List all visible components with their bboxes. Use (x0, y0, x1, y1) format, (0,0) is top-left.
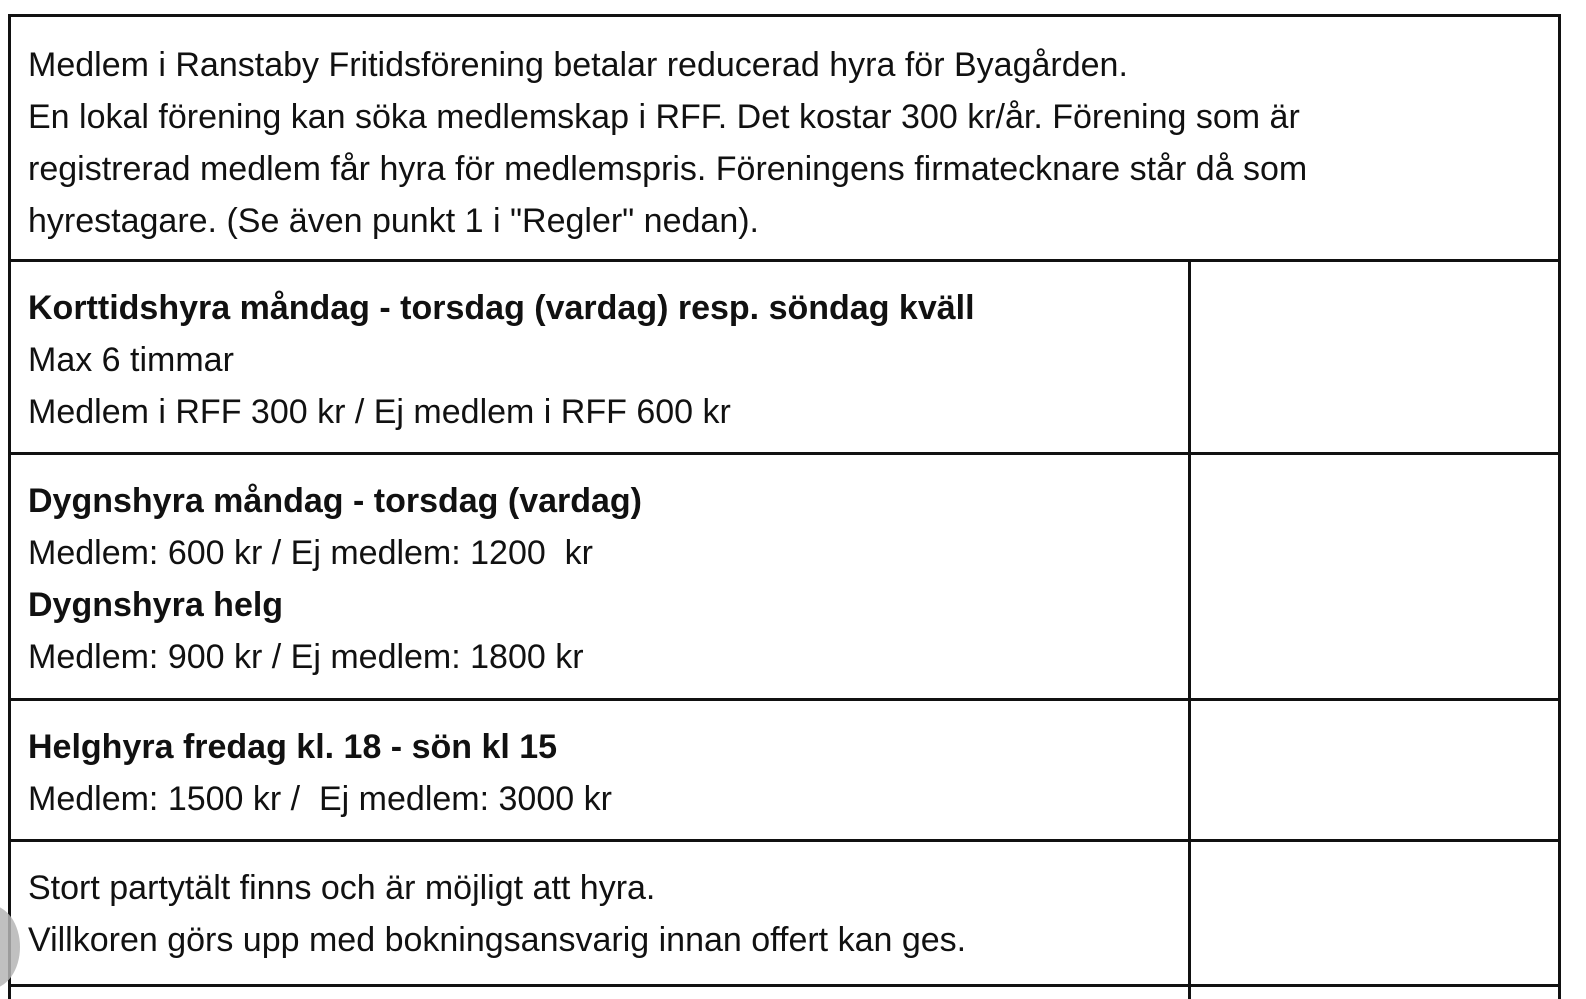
row-description-cell (11, 701, 1191, 839)
table-row-cut-off (11, 987, 1558, 999)
row-empty-cell (1191, 842, 1558, 984)
row-empty-cell (1191, 455, 1558, 698)
table-row-daily-rent (11, 455, 1558, 701)
row-price: Medlem: 900 kr / Ej medlem: 1800 kr (28, 638, 584, 676)
row-heading: Helghyra fredag kl. 18 - sön kl 15 (28, 728, 558, 766)
row-empty-cell (1191, 701, 1558, 839)
intro-line: Medlem i Ranstaby Fritidsförening betalar reducerad hyra för Byagården. (28, 46, 1128, 84)
intro-line: hyrestagare. (Se även punkt 1 i "Regler" nedan). (28, 202, 759, 240)
intro-line: En lokal förening kan söka medlemskap i RFF. Det kostar 300 kr/år. Förening som är (28, 98, 1300, 136)
intro-line: registrerad medlem får hyra för medlemspris. Föreningens firmatecknare står då som (28, 150, 1308, 188)
row-text: Stort partytält finns och är möjligt att hyra. (28, 869, 656, 907)
row-price: Medlem: 1500 kr / Ej medlem: 3000 kr (28, 780, 612, 818)
row-text: Villkoren görs upp med bokningsansvarig innan offert kan ges. (28, 921, 967, 959)
row-description-cell (11, 455, 1191, 698)
row-description-cell (11, 262, 1191, 452)
row-description-cell (11, 987, 1191, 999)
row-price: Medlem i RFF 300 kr / Ej medlem i RFF 600 kr (28, 393, 731, 431)
table-row-party-tent (11, 842, 1558, 987)
row-heading: Korttidshyra måndag - torsdag (vardag) resp. söndag kväll (28, 289, 975, 327)
pricing-table (8, 14, 1561, 999)
row-heading: Dygnshyra måndag - torsdag (vardag) (28, 482, 643, 520)
row-price: Medlem: 600 kr / Ej medlem: 1200 kr (28, 534, 594, 572)
row-text: Max 6 timmar (28, 341, 234, 379)
row-empty-cell (1191, 262, 1558, 452)
row-description-cell (11, 842, 1191, 984)
table-row-short-term-rent (11, 262, 1558, 455)
row-heading: Dygnshyra helg (28, 586, 284, 624)
table-row-weekend-rent (11, 701, 1558, 842)
row-empty-cell (1191, 987, 1558, 999)
membership-info-cell (11, 17, 1558, 262)
